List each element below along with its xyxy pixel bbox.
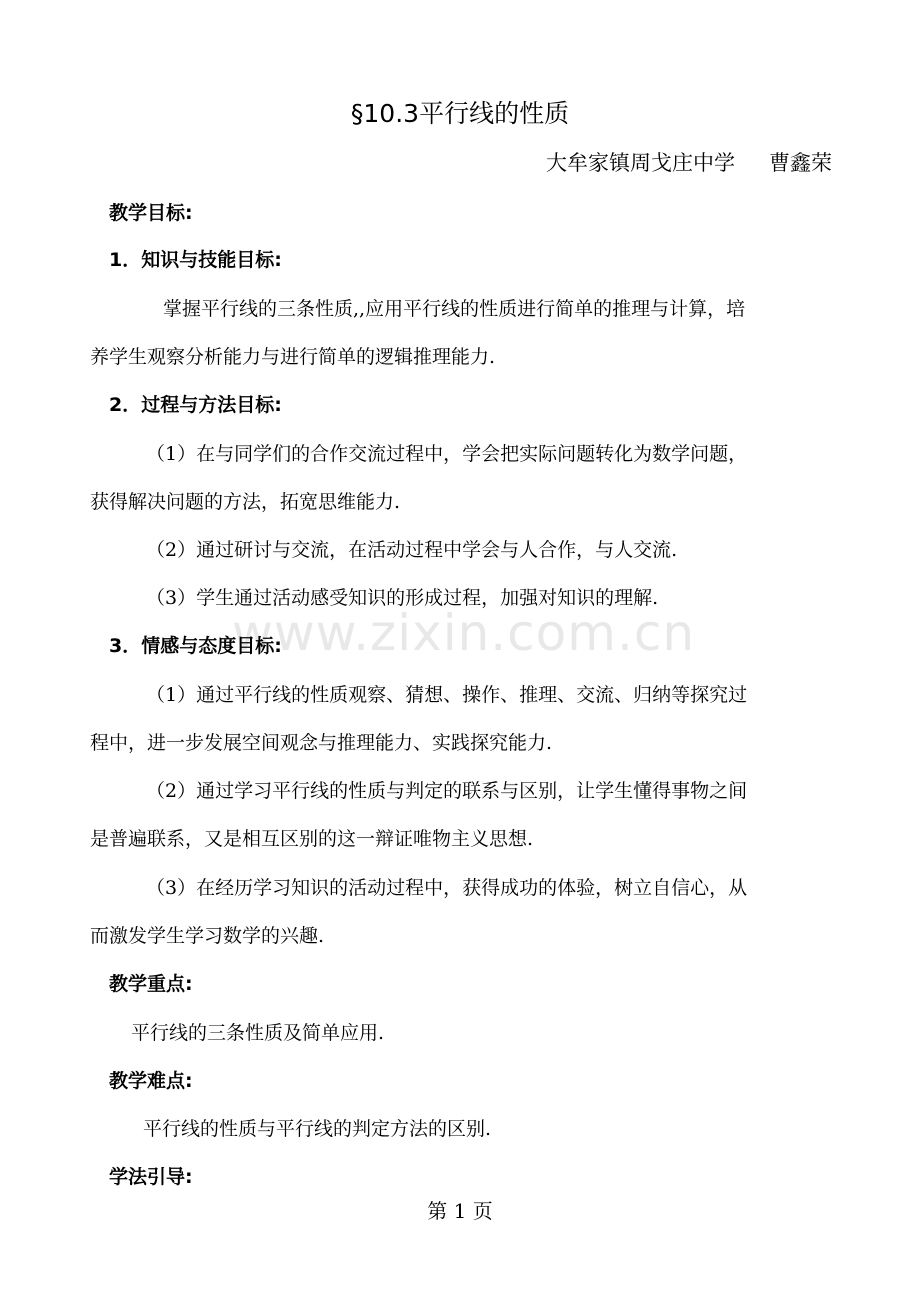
paragraph-line: 平行线的性质与平行线的判定方法的区别.: [143, 1118, 492, 1140]
paragraph-line: （2）通过学习平行线的性质与判定的联系与区别，让学生懂得事物之间: [146, 780, 748, 802]
paragraph-line: 平行线的三条性质及简单应用.: [131, 1022, 385, 1044]
section-heading-learning-guide: 学法引导:: [109, 1166, 193, 1188]
author-line: [546, 150, 832, 176]
section-heading-difficulties: 教学难点:: [109, 1070, 193, 1092]
subheading-process-method: 2．过程与方法目标:: [109, 394, 282, 416]
subheading-emotion-attitude: 3．情感与态度目标:: [109, 635, 282, 657]
page-number: 第 1 页: [427, 1199, 493, 1223]
section-heading-teaching-goals: 教学目标:: [109, 202, 193, 224]
author-name: 曹鑫荣: [769, 151, 832, 175]
paragraph-line: （1）通过平行线的性质观察、猜想、操作、推理、交流、归纳等探究过: [146, 684, 748, 706]
paragraph-line: 而激发学生学习数学的兴趣.: [90, 925, 325, 947]
paragraph-line: 程中，进一步发展空间观念与推理能力、实践探究能力.: [90, 732, 553, 754]
paragraph-line: （3）在经历学习知识的活动过程中，获得成功的体验，树立自信心，从: [146, 877, 748, 899]
author-school: 大牟家镇周戈庄中学: [546, 151, 735, 175]
paragraph-line: 获得解决问题的方法，拓宽思维能力.: [90, 491, 401, 513]
paragraph-line: （2）通过研讨与交流，在活动过程中学会与人合作，与人交流.: [146, 539, 678, 561]
paragraph-line: 是普遍联系，又是相互区别的这一辩证唯物主义思想.: [90, 828, 534, 850]
section-heading-key-points: 教学重点:: [109, 973, 193, 995]
paragraph-line: （3）学生通过活动感受知识的形成过程，加强对知识的理解.: [146, 587, 659, 609]
watermark: www.zixin.com.cn: [232, 604, 696, 662]
paragraph-line: 掌握平行线的三条性质,,应用平行线的性质进行简单的推理与计算，培: [163, 298, 746, 320]
paragraph-line: （1）在与同学们的合作交流过程中，学会把实际问题转化为数学问题，: [146, 443, 748, 465]
subheading-knowledge-skills: 1．知识与技能目标:: [109, 249, 282, 271]
document-title: §10.3平行线的性质: [350, 99, 570, 128]
paragraph-line: 养学生观察分析能力与进行简单的逻辑推理能力.: [90, 346, 496, 368]
